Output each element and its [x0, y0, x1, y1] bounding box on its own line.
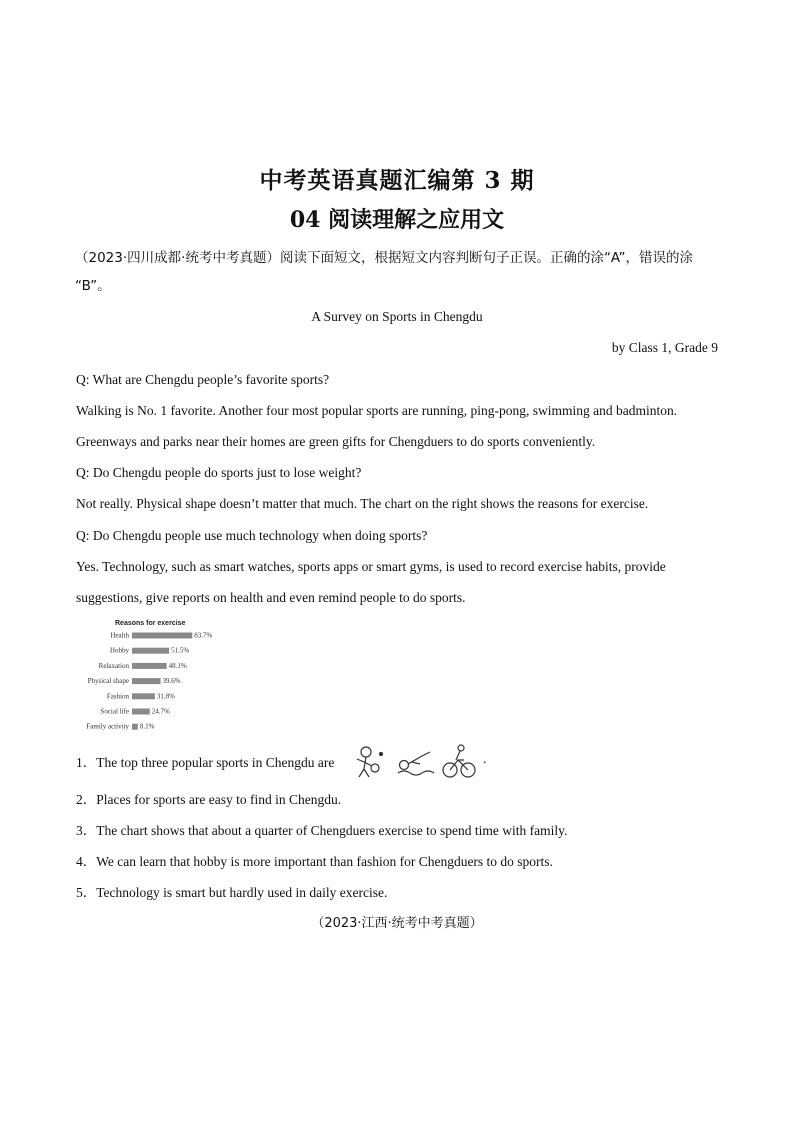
page-subtitle: 04 阅读理解之应用文 [289, 207, 505, 233]
question-5: 5．Technology is smart but hardly used in daily exercise. [76, 885, 388, 900]
passage-line: Q: What are Chengdu people’s favorite sports? [76, 372, 330, 387]
question-4: 4．We can learn that hobby is more important than fashion for Chengduers to do sports. [76, 854, 553, 869]
instruction-line-2: “B”。 [75, 278, 111, 294]
passage-line: Q: Do Chengdu people use much technology when doing sports? [76, 528, 428, 543]
page-title: 中考英语真题汇编第 3 期 [259, 167, 535, 194]
chart-title: Reasons for exercise [115, 620, 186, 627]
chart-category-label: Fashion [106, 692, 129, 701]
chart-bar [132, 724, 138, 730]
chart-value-label: 83.7% [194, 631, 213, 640]
chart-bar [132, 709, 150, 715]
chart-category-label: Physical shape [87, 677, 129, 686]
next-section-source: （2023·江西·统考中考真题） [311, 916, 483, 931]
passage-line: Yes. Technology, such as smart watches, sports apps or smart gyms, is used to record exercise habits, provide [76, 559, 666, 574]
chart-value-label: 24.7% [151, 707, 170, 716]
passage-line: Walking is No. 1 favorite. Another four most popular sports are running, ping-pong, swimming and badminton. [76, 403, 678, 418]
byline: by Class 1, Grade 9 [611, 340, 718, 355]
chart-value-label: 48.1% [168, 661, 187, 670]
chart-bar [132, 633, 192, 639]
chart-category-label: Hobby [109, 646, 129, 655]
chart-value-label: 8.1% [139, 722, 155, 731]
question-3: 3．The chart shows that about a quarter of Chengduers exercise to spend time with family. [76, 823, 568, 838]
chart-bar [132, 663, 167, 669]
chart-category-label: Family activity [86, 722, 129, 731]
instruction-line-1: （2023·四川成都·统考中考真题）阅读下面短文，根据短文内容判断句子正误。正确的涂“A”，错误的涂 [75, 250, 693, 266]
passage-line: suggestions, give reports on health and even remind people to do sports. [76, 590, 466, 605]
reasons-for-exercise-chart [77, 618, 217, 738]
sports-icons [352, 742, 482, 782]
swimmer-icon [398, 752, 434, 775]
chart-value-label: 39.6% [162, 677, 181, 686]
question-1-tail: . [483, 751, 487, 766]
chart-category-label: Health [110, 631, 129, 640]
ping-pong-player-icon [357, 747, 383, 777]
passage-line: Not really. Physical shape doesn’t matter that much. The chart on the right shows the reasons for exercise. [76, 496, 649, 511]
passage-line: Q: Do Chengdu people do sports just to lose weight? [76, 465, 362, 480]
chart-category-label: Social life [100, 707, 129, 716]
chart-value-label: 31.8% [156, 692, 175, 701]
chart-bar [132, 678, 161, 684]
question-2: 2．Places for sports are easy to find in Chengdu. [76, 792, 342, 807]
cyclist-icon [443, 745, 475, 777]
passage-title: A Survey on Sports in Chengdu [311, 309, 483, 324]
chart-category-label: Relaxation [98, 661, 129, 670]
chart-value-label: 51.5% [171, 646, 190, 655]
chart-bar [132, 693, 155, 699]
passage-line: Greenways and parks near their homes are green gifts for Chengduers to do sports conveniently. [76, 434, 596, 449]
question-1: 1．The top three popular sports in Chengdu are [76, 755, 335, 770]
chart-bar [132, 648, 169, 654]
